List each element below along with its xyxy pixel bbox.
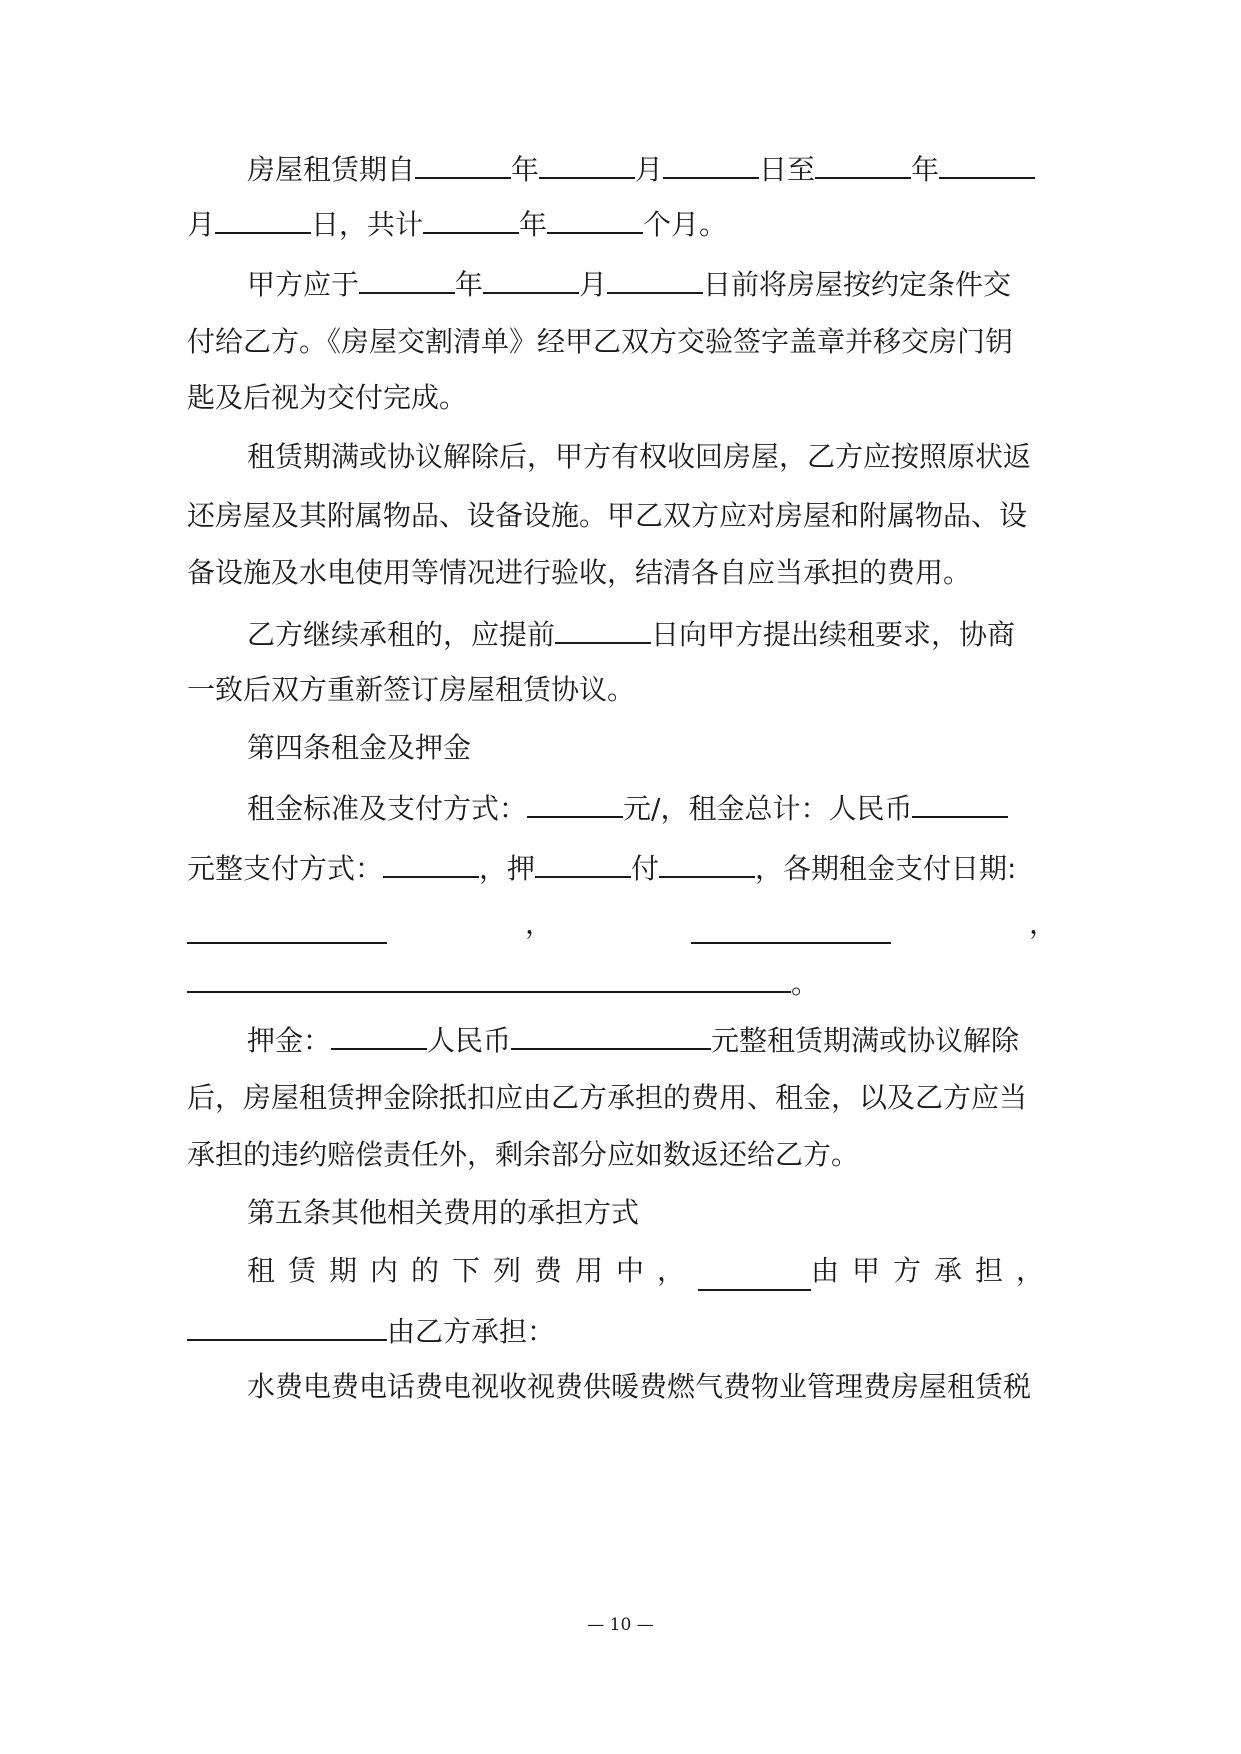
blank-field[interactable] xyxy=(187,961,791,993)
text-segment: 月 xyxy=(579,268,608,301)
blank-field[interactable] xyxy=(607,262,703,294)
blank-field[interactable] xyxy=(535,846,631,878)
text-segment: ， xyxy=(1028,907,1057,940)
rent-line-1 xyxy=(187,786,1117,826)
blank-field[interactable] xyxy=(187,912,387,944)
page-number: — 10 — xyxy=(587,1615,654,1635)
text-segment: ， xyxy=(524,907,553,940)
text-segment: 元整租赁期满或协议解除 xyxy=(711,1024,1020,1057)
text-segment: 由乙方承担： xyxy=(387,1315,556,1348)
text-segment: 乙方继续承租的，应提前 xyxy=(247,618,556,651)
deposit-line-2: 后，房屋租赁押金除抵扣应由乙方承担的费用、租金，以及乙方应当 xyxy=(187,1081,1028,1114)
text-segment: 由甲方承担， xyxy=(810,1254,1057,1287)
blank-field[interactable] xyxy=(383,846,479,878)
text-segment: ，各期租金支付日期: xyxy=(755,852,1017,885)
text-segment: 日前将房屋按约定条件交 xyxy=(703,268,1012,301)
text-segment: 年 xyxy=(911,153,940,186)
blank-field[interactable] xyxy=(547,202,643,234)
text-segment: 付 xyxy=(631,852,660,885)
blank-field[interactable] xyxy=(555,612,651,644)
return-line-2: 还房屋及其附属物品、设备设施。甲乙双方应对房屋和附属物品、设 xyxy=(187,499,1028,532)
text-segment: 月 xyxy=(635,153,664,186)
blank-field[interactable] xyxy=(698,1259,811,1291)
text-segment: 年 xyxy=(519,208,548,241)
text-segment: 年 xyxy=(511,153,540,186)
rent-dates-line xyxy=(187,904,1057,944)
text-segment: 人民币 xyxy=(427,1024,512,1057)
blank-field[interactable] xyxy=(331,1018,427,1050)
blank-field[interactable] xyxy=(415,147,511,179)
text-segment: 元整支付方式： xyxy=(187,852,384,885)
blank-field[interactable] xyxy=(359,262,455,294)
lease-term-line-1 xyxy=(187,147,1117,187)
blank-field[interactable] xyxy=(663,147,759,179)
text-segment: 押金： xyxy=(247,1024,332,1057)
blank-field[interactable] xyxy=(939,147,1035,179)
return-line-1: 租赁期满或协议解除后，甲方有权收回房屋，乙方应按照原状返 xyxy=(247,440,1032,473)
text-segment: 元/，租金总计：人民币 xyxy=(623,792,913,825)
blank-field[interactable] xyxy=(423,202,519,234)
text-segment: 日向甲方提出续租要求，协商 xyxy=(651,618,1016,651)
text-segment: 。 xyxy=(791,967,820,1000)
rent-dates-line-2 xyxy=(187,961,1057,1001)
section-heading-5: 第五条其他相关费用的承担方式 xyxy=(247,1196,640,1229)
renewal-line-2: 一致后双方重新签订房屋租赁协议。 xyxy=(187,673,636,706)
text-segment: 日，共计 xyxy=(311,208,424,241)
text-segment: 年 xyxy=(455,268,484,301)
deposit-line-1 xyxy=(187,1018,1117,1058)
text-segment: 日至 xyxy=(759,153,816,186)
blank-field[interactable] xyxy=(815,147,911,179)
text-segment: 个月。 xyxy=(643,208,728,241)
text-segment: 月 xyxy=(187,208,216,241)
text-segment: 租赁期内的下列费用中， xyxy=(247,1254,699,1287)
section-heading-4: 第四条租金及押金 xyxy=(247,731,472,764)
delivery-line-3: 匙及后视为交付完成。 xyxy=(187,381,468,414)
fees-line-1 xyxy=(187,1251,1057,1291)
deposit-line-3: 承担的违约赔偿责任外，剩余部分应如数返还给乙方。 xyxy=(187,1138,860,1171)
fees-list-line: 水费电费电话费电视收视费供暖费燃气费物业管理费房屋租赁税 xyxy=(247,1370,1032,1403)
text-segment: 甲方应于 xyxy=(247,268,360,301)
delivery-line-2: 付给乙方。《房屋交割清单》经甲乙双方交验签字盖章并移交房门钥 xyxy=(187,325,1014,358)
delivery-line-1 xyxy=(187,262,1117,302)
blank-field[interactable] xyxy=(659,846,755,878)
blank-field[interactable] xyxy=(527,786,623,818)
blank-field[interactable] xyxy=(539,147,635,179)
blank-field[interactable] xyxy=(483,262,579,294)
blank-field[interactable] xyxy=(691,912,891,944)
return-line-3: 备设施及水电使用等情况进行验收，结清各自应当承担的费用。 xyxy=(187,556,972,589)
blank-field[interactable] xyxy=(187,1309,387,1341)
blank-field[interactable] xyxy=(912,786,1008,818)
text-segment: 房屋租赁期自 xyxy=(247,153,416,186)
renewal-line-1 xyxy=(187,612,1117,652)
text-segment: 租金标准及支付方式： xyxy=(247,792,528,825)
blank-field[interactable] xyxy=(511,1018,711,1050)
text-segment: ，押 xyxy=(479,852,536,885)
rent-line-2 xyxy=(187,846,1057,886)
blank-field[interactable] xyxy=(215,202,311,234)
fees-line-2 xyxy=(187,1309,1057,1349)
lease-term-line-2 xyxy=(187,202,1057,242)
